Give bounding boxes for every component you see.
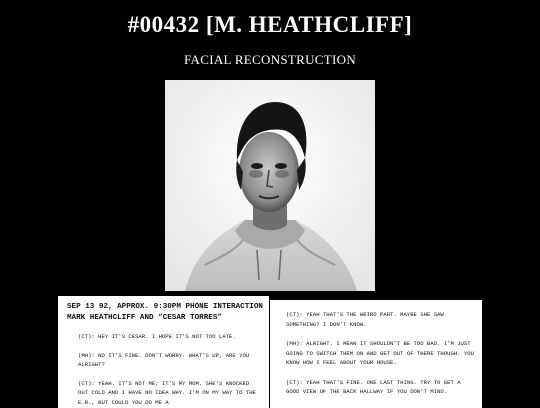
transcript-header: [67, 302, 269, 324]
page-subtitle: FACIAL RECONSTRUCTION: [183, 52, 357, 67]
transcript-entry: (MH): ALRIGHT. I MEAN IT SHOULDN'T BE TOO BAD. I'M JUST GOING TO SWITCH THEM ON AND GET OUT OF THERE THOUGH. YOU KNOW HOW I FEEL ABOUT YOUR HOUSE.: [286, 340, 474, 366]
transcript-entry: (CT): YEAH. IT'S NOT ME; IT'S MY MOM. SHE'S KNOCKED OUT COLD AND I HAVE NO IDEA WHY. I'M ON MY WAY TO THE E.R., BUT COULD YOU DO ME A: [78, 379, 256, 406]
transcript-header-line: MARK HEATHCLIFF AND “CESAR TORRES”: [67, 314, 222, 322]
page-title: #00432 [M. HEATHCLIFF]: [127, 12, 413, 37]
transcript-entries-left: [78, 332, 261, 407]
transcript-entry: (CT): YEAH THAT'S THE WEIRD PART. MAYBE SHE SAW SOMETHING? I DON'T KNOW.: [286, 311, 444, 328]
transcript-entry: (CT): YEAH THAT'S FINE. ONE LAST THING. TRY TO GET A GOOD VIEW OF THE BACK HALLWAY IF YOU DON'T MIND.: [286, 378, 461, 395]
transcript-entry: (MH): NO IT'S FINE. DON'T WORRY. WHAT'S UP, ARE YOU ALRIGHT?: [78, 351, 250, 368]
transcript-header-line: SEP 13 92, APPROX. 9:30PM PHONE INTERACTION: [67, 303, 263, 311]
transcript-page-right: [270, 300, 482, 408]
transcript-entry: (CT): HEY IT'S CESAR. I HOPE IT'S NOT TOO LATE.: [78, 333, 236, 340]
portrait-photo: [165, 80, 375, 291]
transcript-entries-right: [286, 310, 474, 397]
transcript-page-left: [58, 296, 269, 408]
portrait-image: [165, 80, 375, 291]
